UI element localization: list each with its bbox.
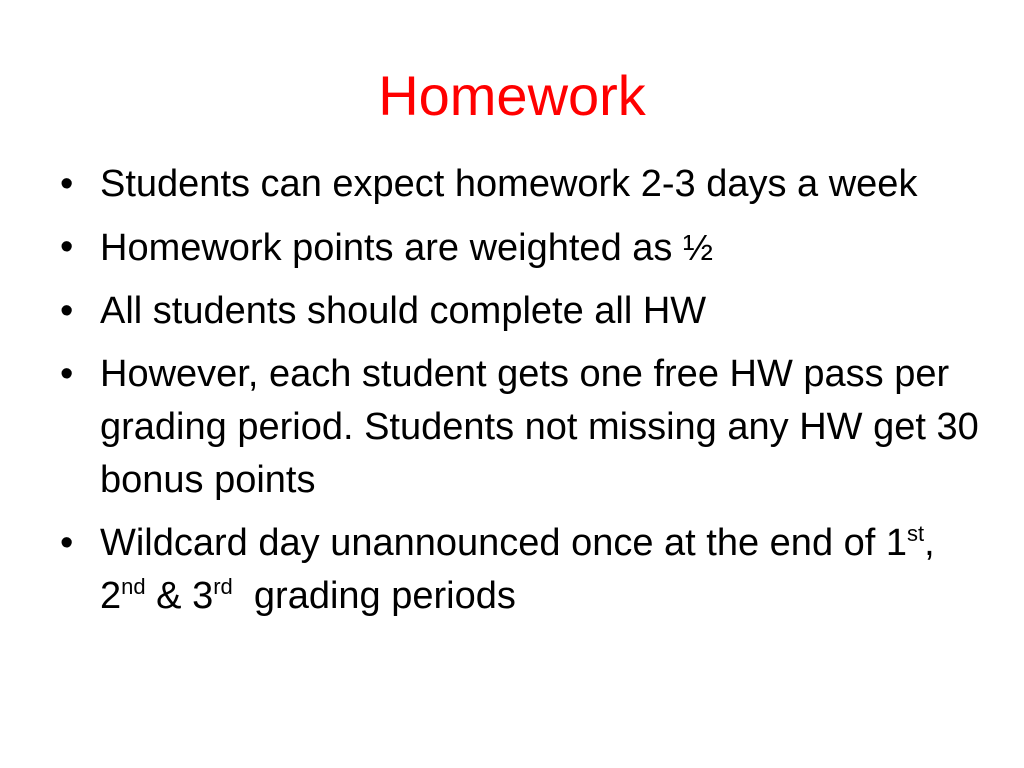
ordinal-suffix: st xyxy=(907,521,925,546)
ordinal-suffix: nd xyxy=(121,574,146,599)
bullet-text: Homework points are weighted as xyxy=(100,227,683,269)
bullet-item xyxy=(60,285,980,338)
bullet-text: , 2 xyxy=(100,522,935,617)
bullet-item xyxy=(60,221,980,275)
fraction-text: ½ xyxy=(682,227,713,268)
bullet-item xyxy=(60,348,980,507)
bullet-item xyxy=(60,517,980,623)
bullet-icon: • xyxy=(60,226,74,268)
bullet-text: However, each student gets one free HW pass per grading period. Students not missing any HW get 30 bonus points xyxy=(100,353,979,501)
bullet-item xyxy=(60,158,980,211)
bullet-text: & 3 xyxy=(145,575,214,617)
bullet-icon: • xyxy=(60,522,74,564)
ordinal-suffix: rd xyxy=(213,574,233,599)
bullet-icon: • xyxy=(60,290,74,332)
bullet-text: Students can expect homework 2-3 days a week xyxy=(100,163,918,205)
bullet-icon: • xyxy=(60,353,74,395)
bullet-text: Wildcard day unannounced once at the end of 1 xyxy=(100,522,908,564)
bullet-icon: • xyxy=(60,163,74,205)
slide-title: Homework xyxy=(378,64,646,127)
bullet-text: grading periods xyxy=(232,575,516,617)
bullet-list xyxy=(60,158,980,633)
bullet-text: All students should complete all HW xyxy=(100,290,707,332)
